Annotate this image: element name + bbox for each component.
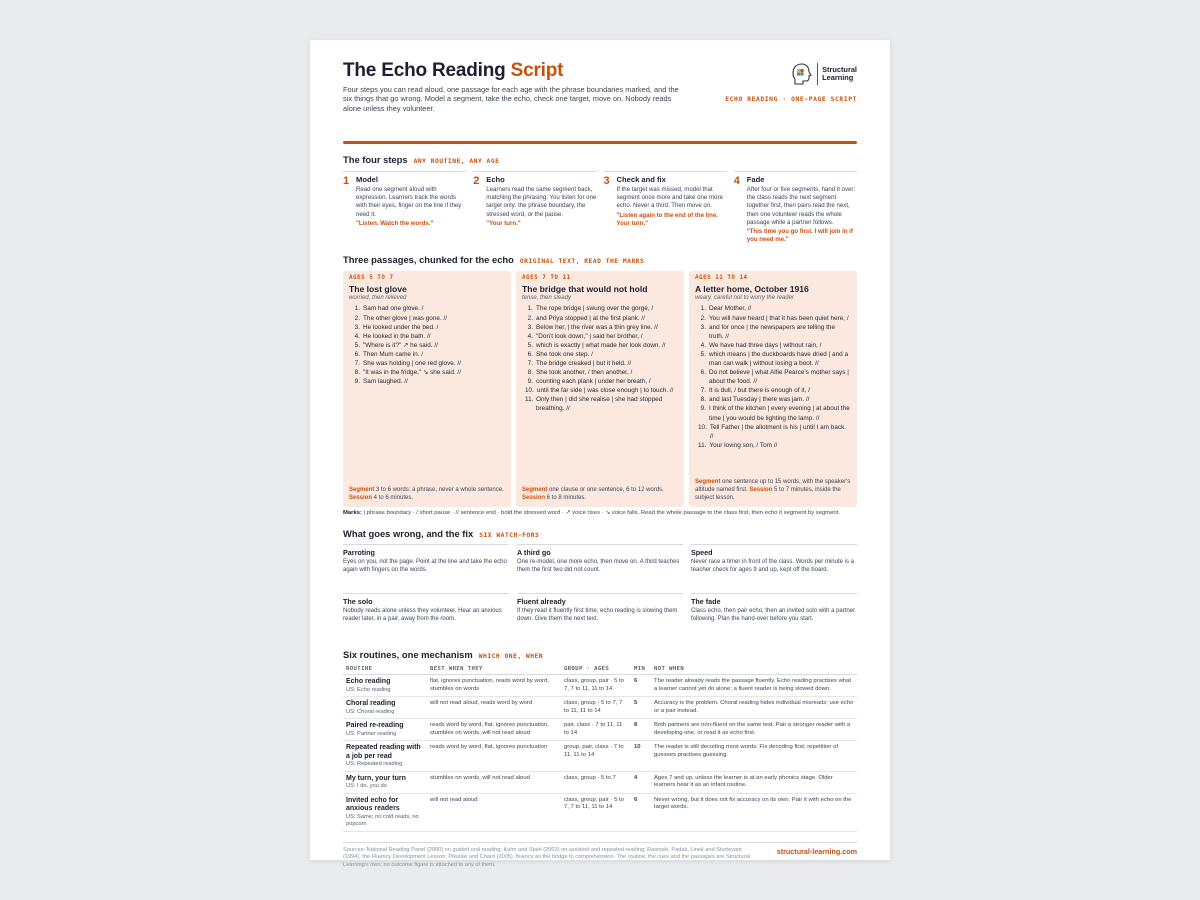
marks-text: | phrase boundary · / short pause · // sentence end · bold the stressed word · ↗ voice rises · ↘ voice falls. Read the whole passage to the class first, then echo it segment by segment. (362, 510, 840, 517)
routine-cell (343, 741, 427, 772)
routines-table (343, 664, 857, 832)
minutes-cell: 10 (631, 741, 651, 772)
section-title: Six routines, one mechanism (343, 649, 473, 661)
line-text: "Don't look down," | said her brother, / (536, 332, 643, 340)
table-row (343, 741, 857, 772)
line-number: 2. (354, 314, 360, 322)
passage-line (695, 423, 851, 441)
logo-divider (817, 63, 818, 85)
line-number: 4. (527, 332, 533, 340)
brand-logo (791, 62, 857, 86)
passage-line (522, 386, 678, 395)
line-text: I think of the kitchen | every evening | at about the time | you would be lighting the lamp. // (709, 405, 850, 422)
minutes-cell: 4 (631, 771, 651, 793)
watch-item (691, 544, 857, 590)
passage-line (349, 332, 505, 341)
line-number: 11. (698, 441, 707, 449)
section-title: The four steps (343, 154, 408, 165)
line-text: and for once | the newspapers are telling the truth. // (709, 323, 836, 340)
line-text: You will have heard | that it has been quiet here, / (709, 314, 849, 322)
line-text: and Priya stopped | at the first plank. // (536, 314, 645, 322)
watch-text: One re-model, one more echo, then move on. A third teaches them the first two did not count. (517, 559, 680, 574)
line-number: 8. (700, 396, 706, 404)
not-when-cell: Never wrong, but it does not fix accuracy on its own. Pair it with echo on the target words. (651, 793, 857, 831)
best-when-cell: stumbles on words, will not read aloud (427, 771, 561, 793)
line-text: which means | the duckboards have dried | and a man can walk | without losing a boot. // (709, 350, 849, 367)
group-ages-cell: group, pair, class · 7 to 11, 11 to 14 (561, 741, 631, 772)
logo-line-1: Structural (822, 64, 857, 74)
line-number: 6. (700, 369, 706, 377)
watch-item (343, 544, 509, 590)
best-when-cell: reads word by word, flat, ignores punctuation (427, 741, 561, 772)
line-number: 1. (700, 305, 706, 313)
section-tag: SIX WATCH-FORS (479, 532, 540, 540)
passage-lines (349, 304, 505, 386)
passages-heading (343, 254, 857, 265)
line-number: 5. (527, 341, 533, 349)
watch-title: Speed (691, 548, 713, 558)
column-header: MIN (631, 664, 651, 675)
line-text: He looked under the bed. / (363, 323, 439, 331)
passage-line (522, 323, 678, 332)
line-number: 3. (527, 323, 533, 331)
line-number: 10. (525, 387, 534, 395)
head-icon (791, 62, 813, 86)
step-title: Model (356, 175, 378, 184)
marks-legend (343, 510, 857, 518)
step-card (734, 171, 857, 244)
logo-wordmark (822, 66, 857, 83)
watch-text: If they read it fluently first time, echo reading is slowing them down. Give them the next text. (517, 608, 678, 623)
line-text: Tell Father | the allotment is his | until I am back. // (709, 423, 847, 440)
line-text: Below her, | the river was a thin grey line. // (536, 323, 658, 331)
line-text: It is dull, / but there is enough of it, / (709, 387, 810, 395)
line-text: Sam laughed. // (363, 378, 408, 386)
line-number: 7. (354, 359, 360, 367)
line-number: 10. (698, 423, 707, 431)
passage-lines (522, 304, 678, 413)
group-ages-cell: class, group · 5 to 7, 7 to 11, 11 to 14 (561, 697, 631, 719)
passage-line (522, 314, 678, 323)
table-header-row (343, 664, 857, 675)
step-cue: "Listen again to the end of the line. Your turn." (616, 211, 718, 227)
passage-line (349, 341, 505, 350)
routine-cell (343, 675, 427, 697)
watch-title: Fluent already (517, 597, 566, 607)
passage-line (349, 304, 505, 313)
watch-title: A third go (517, 548, 551, 558)
watch-text: Eyes on you, not the page. Point at the line and take the echo again with fingers on the words. (343, 559, 507, 574)
title-main: The Echo Reading (343, 60, 511, 81)
line-text: She was holding | one red glove. // (363, 359, 461, 367)
line-number: 5. (354, 341, 360, 349)
line-text: The bridge creaked | but it held. // (536, 359, 632, 367)
passage-line (695, 304, 851, 313)
line-number: 6. (527, 350, 533, 358)
tagline: ECHO READING · ONE-PAGE SCRIPT (725, 96, 857, 103)
routine-name: My turn, your turn (346, 774, 406, 782)
line-text: Dear Mother, // (709, 305, 752, 313)
routine-name: Choral reading (346, 700, 396, 708)
minutes-cell: 6 (631, 793, 651, 831)
passage-title: The lost glove (349, 284, 407, 295)
line-text: counting each plank | under her breath, / (536, 378, 651, 386)
passage-line (695, 314, 851, 323)
passage-line (522, 350, 678, 359)
step-body (486, 175, 596, 244)
not-when-cell: Ages 7 and up, unless the learner is at an early phonics stage. Older learners hear it as an infant routine. (651, 771, 857, 793)
passages-row (343, 271, 857, 507)
passage-line (522, 377, 678, 386)
step-number: 3 (603, 175, 610, 187)
line-text: Do not believe | what Alfie Pearce's mother says | about the food. // (709, 369, 849, 386)
watch-title: The solo (343, 597, 373, 607)
line-number: 8. (354, 369, 360, 377)
passage-line (349, 368, 505, 377)
section-title: What goes wrong, and the fix (343, 528, 474, 540)
step-number: 2 (473, 175, 480, 187)
segment-label: Segment (695, 479, 721, 486)
step-text: If the target was missed, model that segment once more and take one more echo. Never a third. Then move on. (616, 186, 723, 210)
table-row (343, 697, 857, 719)
step-text: After four or five segments, hand it over: the class reads the next segment together first, then pairs read the next, then one volunteer reads the whole passage while a partner follows. (746, 186, 856, 226)
line-text: and last Tuesday | there was jam. // (709, 396, 810, 404)
line-number: 3. (700, 323, 706, 331)
page-footer (343, 842, 857, 869)
segment-label: Segment (349, 487, 375, 494)
step-card (473, 171, 596, 244)
step-body (356, 175, 466, 244)
watch-item (517, 544, 683, 590)
line-number: 7. (700, 387, 706, 395)
best-when-cell: reads word by word, flat, ignores punctuation, stumbles on words, will not read aloud (427, 719, 561, 741)
passage-age: AGES 11 TO 14 (695, 275, 748, 282)
passage-line (349, 350, 505, 359)
marks-label: Marks: (343, 510, 362, 517)
step-text: Learners read the same segment back, matching the phrasing. You listen for one target only: the phrase boundary, the stressed word, or the pause. (486, 186, 597, 218)
routine-us-name: US: Same; no cold reads, no popcorn (346, 813, 419, 828)
not-when-cell: Accuracy is the problem. Choral reading hides individual misreads; use echo or a pair instead. (651, 697, 857, 719)
line-number: 2. (700, 314, 706, 322)
step-text: Read one segment aloud with expression. Learners track the words with their eyes, finger on the line if they need it. (356, 186, 462, 218)
passage-age: AGES 7 TO 11 (522, 275, 571, 282)
step-card (343, 171, 466, 244)
passage-line (695, 350, 851, 368)
steps-heading (343, 154, 857, 165)
passage-line (349, 377, 505, 386)
step-number: 1 (343, 175, 350, 187)
best-when-cell: will not read aloud, reads word by word (427, 697, 561, 719)
routine-cell (343, 719, 427, 741)
routine-cell (343, 793, 427, 831)
line-number: 5. (700, 350, 706, 358)
line-text: The rope bridge | swung over the gorge, / (536, 305, 654, 313)
routine-name: Repeated reading with a job per read (346, 744, 421, 760)
passage-lines (695, 304, 851, 450)
column-header: BEST WHEN THEY (427, 664, 561, 675)
intro-text: Four steps you can read aloud, one passage for each age with the phrase boundaries marked, and the six things that go wrong. Model a segment, take the echo, check one target, move on. Nobody reads alone unless they volunteer. (343, 85, 679, 113)
not-when-cell: Both partners are non-fluent on the same text. Pair a stronger reader with a developing one, or read it as echo first. (651, 719, 857, 741)
routine-us-name: US: Repeated reading (346, 761, 403, 768)
watch-item (691, 593, 857, 639)
passage-card (689, 271, 857, 507)
step-body (617, 175, 727, 244)
routines-body (343, 675, 857, 832)
passage-line (522, 359, 678, 368)
table-row (343, 793, 857, 831)
line-number: 2. (527, 314, 533, 322)
group-ages-cell: class, group, pair · 5 to 7, 7 to 11, 11 to 14 (561, 675, 631, 697)
section-title: Three passages, chunked for the echo (343, 254, 514, 266)
step-body (747, 175, 857, 244)
not-when-cell: The reader already reads the passage fluently. Echo reading practises what a learner cannot yet do alone; a fluent reader is being slowed down. (651, 675, 857, 697)
passage-title: The bridge that would not hold (522, 284, 648, 295)
step-title: Echo (486, 175, 505, 184)
section-tag: WHICH ONE, WHEN (478, 653, 544, 661)
best-when-cell: flat, ignores punctuation, reads word by word, stumbles on words (427, 675, 561, 697)
passage-line (522, 395, 678, 413)
minutes-cell: 8 (631, 719, 651, 741)
group-ages-cell: pair, class · 7 to 11, 11 to 14 (561, 719, 631, 741)
routine-us-name: US: Partner reading (346, 730, 397, 737)
line-number: 7. (527, 359, 533, 367)
line-number: 9. (354, 378, 360, 386)
line-text: Your loving son, / Tom // (709, 441, 778, 449)
group-ages-cell: class, group · 5 to 7 (561, 771, 631, 793)
session-label: Session (522, 495, 546, 502)
line-text: She took another, / then another, / (536, 369, 633, 377)
watch-item (343, 593, 509, 639)
segment-text: one clause or one sentence, 6 to 12 words. (547, 487, 664, 494)
step-card (604, 171, 727, 244)
line-number: 4. (354, 332, 360, 340)
passage-mood: tense, then steady (522, 295, 572, 302)
session-label: Session (749, 487, 773, 494)
passage-line (522, 332, 678, 341)
segment-text: 3 to 6 words: a phrase, never a whole sentence. (374, 487, 504, 494)
steps-row (343, 171, 857, 244)
page-title (343, 60, 857, 82)
watch-text: Never race a timer in front of the class. Words per minute is a teacher check for ages 9 and up, kept off the board. (691, 559, 854, 574)
passage-line (695, 323, 851, 341)
passage-line (349, 359, 505, 368)
line-number: 3. (354, 323, 360, 331)
routine-name: Echo reading (346, 678, 391, 686)
table-row (343, 771, 857, 793)
step-cue: "Listen. Watch the words." (356, 219, 434, 227)
line-number: 6. (354, 350, 360, 358)
passage-footnote (522, 486, 678, 502)
passage-card (343, 271, 511, 507)
title-accent: Script (510, 60, 564, 81)
line-number: 11. (525, 396, 534, 404)
watch-title: The fade (691, 597, 721, 607)
watch-text: Nobody reads alone unless they volunteer. Hear an anxious reader later, in a pair, away from the room. (343, 608, 502, 623)
passage-line (695, 395, 851, 404)
line-text: "Where is it?" ↗ he said. // (363, 341, 438, 349)
passage-line (522, 368, 678, 377)
minutes-cell: 6 (631, 675, 651, 697)
session-text: 6 to 8 minutes. (545, 495, 587, 502)
line-text: until the far side | was close enough | to touch. // (536, 387, 674, 395)
header-rule (343, 141, 857, 144)
table-row (343, 675, 857, 697)
line-text: Sam had one glove. / (363, 305, 424, 313)
section-tag: ORIGINAL TEXT, READ THE MARKS (519, 258, 645, 266)
watch-title: Parroting (343, 548, 375, 558)
passage-mood: worried, then relieved (349, 295, 407, 302)
passage-line (695, 386, 851, 395)
step-number: 4 (733, 175, 740, 187)
step-title: Check and fix (616, 175, 666, 184)
line-number: 9. (700, 405, 706, 413)
watch-item (517, 593, 683, 639)
passage-line (695, 341, 851, 350)
line-number: 8. (527, 369, 533, 377)
passage-line (695, 368, 851, 386)
passage-footnote (695, 478, 851, 502)
column-header: GROUP · AGES (561, 664, 631, 675)
session-label: Session (349, 495, 373, 502)
passage-footnote (349, 486, 505, 502)
line-number: 9. (527, 378, 533, 386)
table-row (343, 719, 857, 741)
passage-line (349, 323, 505, 332)
script-sheet (310, 40, 890, 868)
routine-cell (343, 771, 427, 793)
page-header (343, 60, 857, 138)
line-text: Then Mum came in. / (363, 350, 424, 358)
column-header: ROUTINE (343, 664, 427, 675)
routine-name: Paired re-reading (346, 722, 404, 730)
line-text: The other glove | was gone. // (363, 314, 448, 322)
routine-us-name: US: I do, you do (346, 783, 387, 790)
passage-line (349, 314, 505, 323)
routines-heading (343, 649, 857, 660)
routine-name: Invited echo for anxious readers (346, 796, 400, 813)
sources-text: Sources: National Reading Panel (2000) on guided oral reading; Kuhn and Stahl (2003) on assisted and repeated reading; Rasinski, Padak, Linek and Sturtevant (1994), the Fluency Development Lesson; Pikulski and Chard (2005), fluency as the bridge to comprehension. The routine, the cues and the passages are Structural Learning's own; no outcome figure is attached to any of them. (343, 846, 750, 868)
passage-card (516, 271, 684, 507)
line-text: He looked in the bath. // (363, 332, 431, 340)
passage-mood: weary, careful not to worry the reader (695, 295, 794, 302)
segment-text: one sentence up to 15 words, with the speaker's attitude named first. (695, 479, 851, 494)
passage-line (522, 341, 678, 350)
session-text: 5 to 7 minutes, inside the subject lesson. (695, 487, 841, 502)
step-title: Fade (746, 175, 765, 184)
watch-grid (343, 544, 857, 639)
passage-title: A letter home, October 1916 (695, 284, 809, 295)
watch-text: Class echo, then pair echo, then an invited solo with a partner following. Plan the hand-over before you start. (691, 608, 856, 623)
passage-age: AGES 5 TO 7 (349, 275, 394, 282)
logo-line-2: Learning (822, 73, 854, 82)
step-cue: "This time you go first. I will join in if you need me." (746, 228, 853, 244)
session-text: 4 to 6 minutes. (372, 495, 414, 502)
passage-line (695, 404, 851, 422)
line-number: 4. (700, 341, 706, 349)
column-header: NOT WHEN (651, 664, 857, 675)
routine-us-name: US: Echo reading (346, 686, 391, 693)
line-text: We have had three days | without rain, / (709, 341, 822, 349)
watch-heading (343, 528, 857, 539)
routine-cell (343, 697, 427, 719)
minutes-cell: 5 (631, 697, 651, 719)
not-when-cell: The reader is still decoding most words. Fix decoding first; repetition of guesses practises guessing. (651, 741, 857, 772)
group-ages-cell: class, group, pair · 5 to 7, 7 to 11, 11 to 14 (561, 793, 631, 831)
line-text: which is exactly | what made her look down. // (536, 341, 666, 349)
routine-us-name: US: Choral reading (346, 708, 395, 715)
line-text: "It was in the fridge," ↘ she said. // (363, 369, 461, 377)
best-when-cell: will not read aloud (427, 793, 561, 831)
line-text: Only then | did she realise | she had stopped breathing. // (536, 396, 663, 413)
section-tag: ANY ROUTINE, ANY AGE (413, 158, 500, 165)
line-number: 1. (354, 305, 360, 313)
segment-label: Segment (522, 487, 548, 494)
step-cue: "Your turn." (486, 219, 521, 227)
passage-line (695, 441, 851, 450)
line-number: 1. (527, 305, 533, 313)
site-link[interactable]: structural-learning.com (776, 846, 857, 856)
passage-line (522, 304, 678, 313)
line-text: She took one step. / (536, 350, 593, 358)
